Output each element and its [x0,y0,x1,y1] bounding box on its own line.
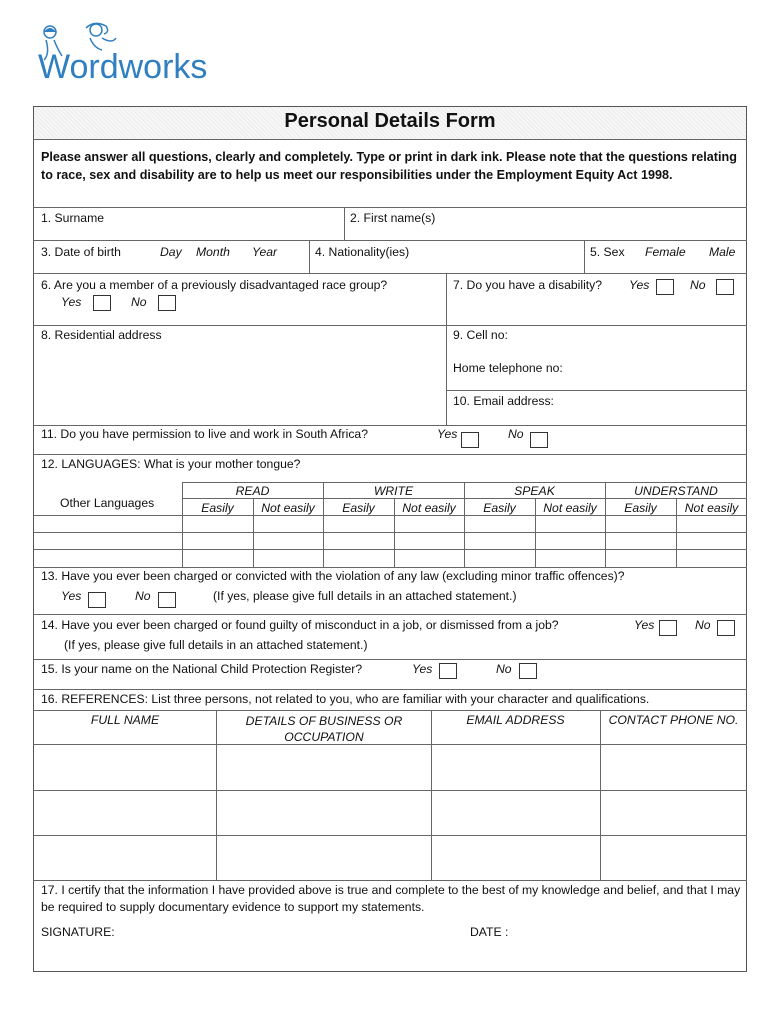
sex-female-option[interactable]: Female [645,245,686,259]
divider [33,240,747,241]
cell-label: 9. Cell no: [453,328,508,342]
references-label: 16. REFERENCES: List three persons, not related to you, who are familiar with your character and qualifications. [41,692,650,706]
first-name-label: 2. First name(s) [350,211,436,225]
race-group-label: 6. Are you a member of a previously disadvantaged race group? [41,278,388,292]
register-label: 15. Is your name on the National Child Protection Register? [41,662,363,676]
dob-month[interactable]: Month [196,245,230,259]
ref-full-name-header: FULL NAME [90,713,160,727]
address-field[interactable] [34,344,444,422]
conviction-note: (If yes, please give full details in an attached statement.) [213,589,517,603]
divider [33,425,747,426]
address-label: 8. Residential address [41,328,162,342]
sex-label: 5. Sex [590,245,625,259]
permission-no-label: No [508,427,524,441]
register-yes-checkbox[interactable] [439,663,457,679]
surname-label: 1. Surname [41,211,105,225]
understand-not-easily: Not easily [684,501,739,515]
misconduct-yes-label: Yes [634,618,655,632]
first-name-field[interactable] [346,226,746,239]
misconduct-note: (If yes, please give full details in an attached statement.) [64,638,368,652]
ref-email-header: EMAIL ADDRESS [466,713,565,727]
race-no-checkbox[interactable] [158,295,176,311]
race-no-label: No [131,295,147,309]
permission-no-checkbox[interactable] [530,432,548,448]
divider [33,139,747,140]
sex-male-option[interactable]: Male [709,245,736,259]
divider [584,240,585,273]
conviction-yes-checkbox[interactable] [88,592,106,608]
divider [446,273,447,425]
home-phone-label: Home telephone no: [453,361,563,375]
understand-header: UNDERSTAND [634,484,718,498]
dob-year[interactable]: Year [252,245,278,259]
disability-label: 7. Do you have a disability? [453,278,603,292]
date-label: DATE : [470,925,509,939]
divider [33,710,747,711]
write-not-easily: Not easily [402,501,456,515]
misconduct-no-label: No [695,618,711,632]
divider [33,614,747,615]
conviction-label: 13. Have you ever been charged or convicted with the violation of any law (excluding minor traffic offences)? [41,569,625,583]
disability-no-checkbox[interactable] [716,279,734,295]
speak-not-easily: Not easily [543,501,597,515]
work-permission-label: 11. Do you have permission to live and work in South Africa? [41,427,368,441]
surname-field[interactable] [34,226,342,239]
divider [33,659,747,660]
disability-no-label: No [690,278,706,292]
speak-easily: Easily [483,501,516,515]
disability-yes-label: Yes [629,278,650,292]
conviction-yes-label: Yes [61,589,82,603]
divider [33,207,747,208]
signature-label: SIGNATURE: [41,925,115,939]
permission-yes-label: Yes [437,427,458,441]
divider [344,207,345,240]
divider [309,240,310,273]
divider [33,325,747,326]
write-easily: Easily [342,501,375,515]
language-row-2[interactable] [34,533,182,549]
divider [33,689,747,690]
dob-day[interactable]: Day [160,245,182,259]
disability-yes-checkbox[interactable] [656,279,674,295]
ref-phone-header: CONTACT PHONE NO. [608,713,739,727]
understand-easily: Easily [624,501,657,515]
divider [182,498,747,499]
speak-header: SPEAK [514,484,555,498]
intro-text: Please answer all questions, clearly and completely. Type or print in dark ink. Please note that the questions relating to race, sex and disability are to help us meet our responsibilities under the Employment Equity Act 1998. [41,150,737,182]
reference-row-2[interactable] [34,791,746,834]
form-title: Personal Details Form [284,110,496,132]
mother-tongue-label: 12. LANGUAGES: What is your mother tongue? [41,457,301,471]
register-yes-label: Yes [412,662,433,676]
dob-label: 3. Date of birth [41,245,121,259]
conviction-no-label: No [135,589,151,603]
write-header: WRITE [373,484,414,498]
race-yes-checkbox[interactable] [93,295,111,311]
read-not-easily: Not easily [261,501,315,515]
nationality-label: 4. Nationality(ies) [315,245,410,259]
misconduct-yes-checkbox[interactable] [659,620,677,636]
divider [33,273,747,274]
logo-brand-text: Wordworks [38,48,208,86]
reference-row-1[interactable] [34,745,746,789]
divider [33,567,747,568]
reference-row-3[interactable] [34,836,746,879]
signature-field[interactable] [120,920,450,960]
register-no-checkbox[interactable] [519,663,537,679]
read-header: READ [235,484,270,498]
email-label: 10. Email address: [453,394,554,408]
misconduct-no-checkbox[interactable] [717,620,735,636]
misconduct-label: 14. Have you ever been charged or found guilty of misconduct in a job, or dismissed from a job? [41,618,559,632]
language-row-1[interactable] [34,516,182,532]
divider [447,390,747,391]
date-field[interactable] [515,920,735,960]
other-languages-label: Other Languages [60,496,155,510]
language-row-3[interactable] [34,550,182,566]
race-yes-label: Yes [61,295,82,309]
conviction-no-checkbox[interactable] [158,592,176,608]
permission-yes-checkbox[interactable] [461,432,479,448]
ref-business-header: DETAILS OF BUSINESS OR OCCUPATION [245,714,403,744]
certification-text: 17. I certify that the information I have provided above is true and complete to the best of my knowledge and belief, and that I may be required to supply documentary evidence to support my statements. [41,883,741,914]
read-easily: Easily [201,501,234,515]
divider [33,880,747,881]
register-no-label: No [496,662,512,676]
divider [33,454,747,455]
